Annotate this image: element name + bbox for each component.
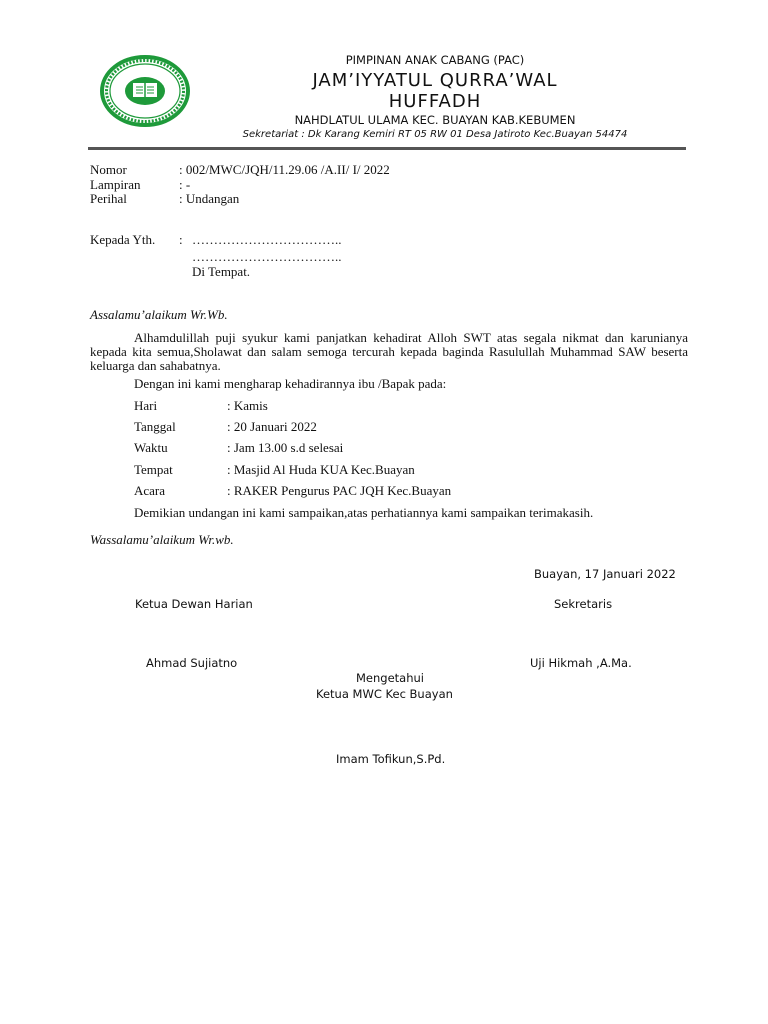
detail-label-tempat: Tempat (134, 462, 173, 477)
signature-left-title: Ketua Dewan Harian (135, 597, 253, 611)
signature-center-title: Ketua MWC Kec Buayan (316, 687, 453, 701)
nomor-value: : 002/MWC/JQH/11.29.06 /A.II/ I/ 2022 (179, 162, 390, 177)
lampiran-value: : - (179, 177, 191, 192)
parent-organization: NAHDLATUL ULAMA KEC. BUAYAN KAB.KEBUMEN (294, 113, 576, 127)
detail-label-waktu: Waktu (134, 440, 168, 455)
signature-center-name: Imam Tofikun,S.Pd. (336, 752, 446, 766)
closing-greeting: Wassalamu’alaikum Wr.wb. (90, 532, 234, 547)
nomor-label: Nomor (90, 162, 127, 177)
opening-greeting: Assalamu’alaikum Wr.Wb. (90, 307, 228, 322)
perihal-label: Perihal (90, 191, 127, 206)
organization-name-line-1: JAM’IYYATUL QURRA’WAL (312, 70, 558, 91)
place-date: Buayan, 17 Januari 2022 (534, 567, 676, 581)
detail-value-tempat: : Masjid Al Huda KUA Kec.Buayan (227, 462, 415, 477)
lampiran-label: Lampiran (90, 177, 141, 192)
detail-value-hari: : Kamis (227, 398, 268, 413)
organization-level: PIMPINAN ANAK CABANG (PAC) (345, 53, 525, 67)
recipient-line-3: Di Tempat. (192, 264, 251, 279)
detail-value-acara: : RAKER Pengurus PAC JQH Kec.Buayan (227, 483, 452, 498)
detail-value-tanggal: : 20 Januari 2022 (227, 419, 317, 434)
recipient-colon: : (179, 232, 183, 247)
secretariat-address: Sekretariat : Dk Karang Kemiri RT 05 RW 01 Desa Jatiroto Kec.Buayan 54474 (242, 129, 628, 140)
signature-center-label: Mengetahui (356, 671, 424, 685)
letterhead-rule (88, 147, 686, 150)
recipient-line-2: …………………………….. (192, 249, 342, 264)
detail-value-waktu: : Jam 13.00 s.d selesai (227, 440, 344, 455)
organization-name (215, 70, 655, 112)
signature-right-name: Uji Hikmah ,A.Ma. (530, 656, 632, 670)
organization-logo (100, 55, 190, 127)
signature-left-name: Ahmad Sujiatno (146, 656, 238, 670)
recipient-label: Kepada Yth. (90, 232, 156, 247)
organization-name-line-2: HUFFADH (388, 91, 482, 112)
body-paragraph-text: Alhamdulillah puji syukur kami panjatkan kehadirat Alloh SWT atas segala nikmat dan karunianya kepada kita semua,Sholawat dan salam semoga tercurah kepada baginda Rasulullah Muhammad SAW beserta keluarga dan sahabatnya. (90, 330, 688, 373)
detail-label-tanggal: Tanggal (134, 419, 176, 434)
recipient-line-1: …………………………….. (192, 232, 342, 247)
closing-line: Demikian undangan ini kami sampaikan,atas perhatiannya kami sampaikan terimakasih. (134, 505, 594, 520)
invite-line: Dengan ini kami mengharap kehadirannya ibu /Bapak pada: (134, 376, 447, 391)
body-paragraph (90, 331, 688, 373)
perihal-value: : Undangan (179, 191, 240, 206)
detail-label-hari: Hari (134, 398, 158, 413)
signature-right-title: Sekretaris (554, 597, 613, 611)
detail-label-acara: Acara (134, 483, 166, 498)
